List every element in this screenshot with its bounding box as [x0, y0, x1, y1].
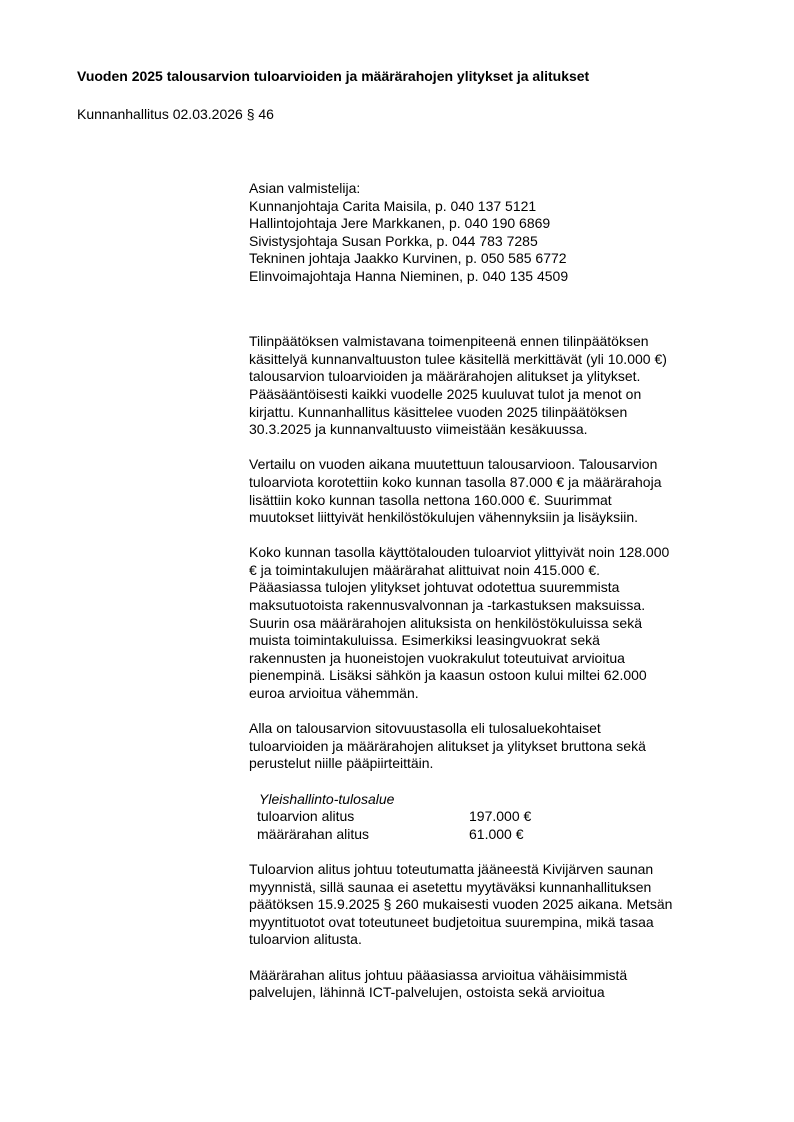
- text-line: tuloarvioiden ja määrärahojen alitukset ja ylitykset bruttona sekä: [249, 737, 646, 754]
- document-title: Vuoden 2025 talousarvion tuloarvioiden ja määrärahojen ylitykset ja alitukset: [77, 68, 590, 84]
- text-line: rakennusten ja huoneistojen vuokrakulut toteutuivat arvioitua: [249, 649, 625, 666]
- paragraph-6: [249, 967, 749, 1002]
- text-line: tuloarviota korotettiin koko kunnan tasolla 87.000 € ja määrärahoja: [249, 473, 662, 490]
- text-line: Tilinpäätöksen valmistavana toimenpiteenä ennen tilinpäätöksen: [249, 333, 649, 350]
- text-line: pienempinä. Lisäksi sähkön ja kaasun ostoon kului miltei 62.000: [249, 667, 647, 684]
- text-line: lisättiin koko kunnan tasolla nettona 160.000 €. Suurimmat: [249, 491, 612, 508]
- text-line: Vertailu on vuoden aikana muutettuun talousarvioon. Talousarvion: [249, 456, 658, 473]
- text-line: muutokset liittyivät henkilöstökulujen vähennyksiin ja lisäyksiin.: [249, 509, 639, 526]
- text-line: muista toimintakuluissa. Esimerkiksi leasingvuokrat sekä: [249, 632, 600, 649]
- text-line: Tuloarvion alitus johtuu toteutumatta jääneestä Kivijärven saunan: [249, 860, 654, 877]
- text-line: palvelujen, lähinnä ICT-palvelujen, ostoista sekä arvioitua: [249, 984, 605, 1001]
- text-line: käsittelyä kunnanvaltuuston tulee käsitellä merkittävät (yli 10.000 €): [249, 350, 667, 367]
- document-body: [249, 180, 749, 1002]
- paragraph-1: [249, 333, 749, 439]
- summary-table: [249, 791, 749, 844]
- preparers-label: Asian valmistelija:: [249, 180, 361, 196]
- text-line: Suurin osa määrärahojen alituksista on henkilöstökuluissa sekä: [249, 614, 642, 631]
- paragraph-3: [249, 544, 749, 702]
- text-line: Pääasiassa tulojen ylitykset johtuvat odotettua suuremmista: [249, 579, 620, 596]
- summary-value: 61.000 €: [469, 825, 524, 842]
- text-line: Määrärahan alitus johtuu pääasiassa arvioitua vähäisimmistä: [249, 966, 628, 983]
- text-line: päätöksen 15.9.2025 § 260 mukaisesti vuoden 2025 aikana. Metsän: [249, 896, 673, 913]
- preparer-line: Tekninen johtaja Jaakko Kurvinen, p. 050 585 6772: [249, 250, 567, 267]
- preparer-line: Elinvoimajohtaja Hanna Nieminen, p. 040 135 4509: [249, 267, 569, 284]
- paragraph-4: [249, 720, 749, 773]
- preparers-block: [249, 180, 749, 286]
- summary-label: tuloarvion alitus: [257, 808, 355, 825]
- meeting-reference: Kunnanhallitus 02.03.2026 § 46: [77, 106, 274, 122]
- summary-heading: Yleishallinto-tulosalue: [259, 790, 395, 807]
- text-line: perustelut niille pääpiirteittäin.: [249, 755, 434, 772]
- text-line: Alla on talousarvion sitovuustasolla eli tulosaluekohtaiset: [249, 720, 601, 737]
- summary-value: 197.000 €: [469, 808, 532, 825]
- text-line: talousarvion tuloarvioiden ja määrärahojen alitukset ja ylitykset.: [249, 368, 641, 385]
- paragraph-5: [249, 861, 749, 949]
- preparer-line: Hallintojohtaja Jere Markkanen, p. 040 190 6869: [249, 215, 551, 232]
- text-line: 30.3.2025 ja kunnanvaltuusto viimeistään kesäkuussa.: [249, 421, 588, 438]
- summary-label: määrärahan alitus: [257, 825, 370, 842]
- preparer-line: Sivistysjohtaja Susan Porkka, p. 044 783 7285: [249, 232, 538, 249]
- text-line: maksutuotoista rakennusvalvonnan ja -tarkastuksen maksuissa.: [249, 597, 646, 614]
- paragraph-2: [249, 456, 749, 526]
- preparer-line: Kunnanjohtaja Carita Maisila, p. 040 137 5121: [249, 197, 537, 214]
- text-line: myynnistä, sillä saunaa ei asetettu myytäväksi kunnanhallituksen: [249, 878, 652, 895]
- text-line: myyntituotot ovat toteutuneet budjetoitua suurempina, mikä tasaa: [249, 913, 654, 930]
- text-line: € ja toimintakulujen määrärahat alittuivat noin 415.000 €.: [249, 561, 600, 578]
- text-line: Pääsääntöisesti kaikki vuodelle 2025 kuuluvat tulot ja menot on: [249, 385, 642, 402]
- text-line: kirjattu. Kunnanhallitus käsittelee vuoden 2025 tilinpäätöksen: [249, 403, 628, 420]
- text-line: Koko kunnan tasolla käyttötalouden tuloarviot ylittyivät noin 128.000: [249, 544, 670, 561]
- text-line: euroa arvioitua vähemmän.: [249, 685, 419, 702]
- text-line: tuloarvion alitusta.: [249, 931, 362, 948]
